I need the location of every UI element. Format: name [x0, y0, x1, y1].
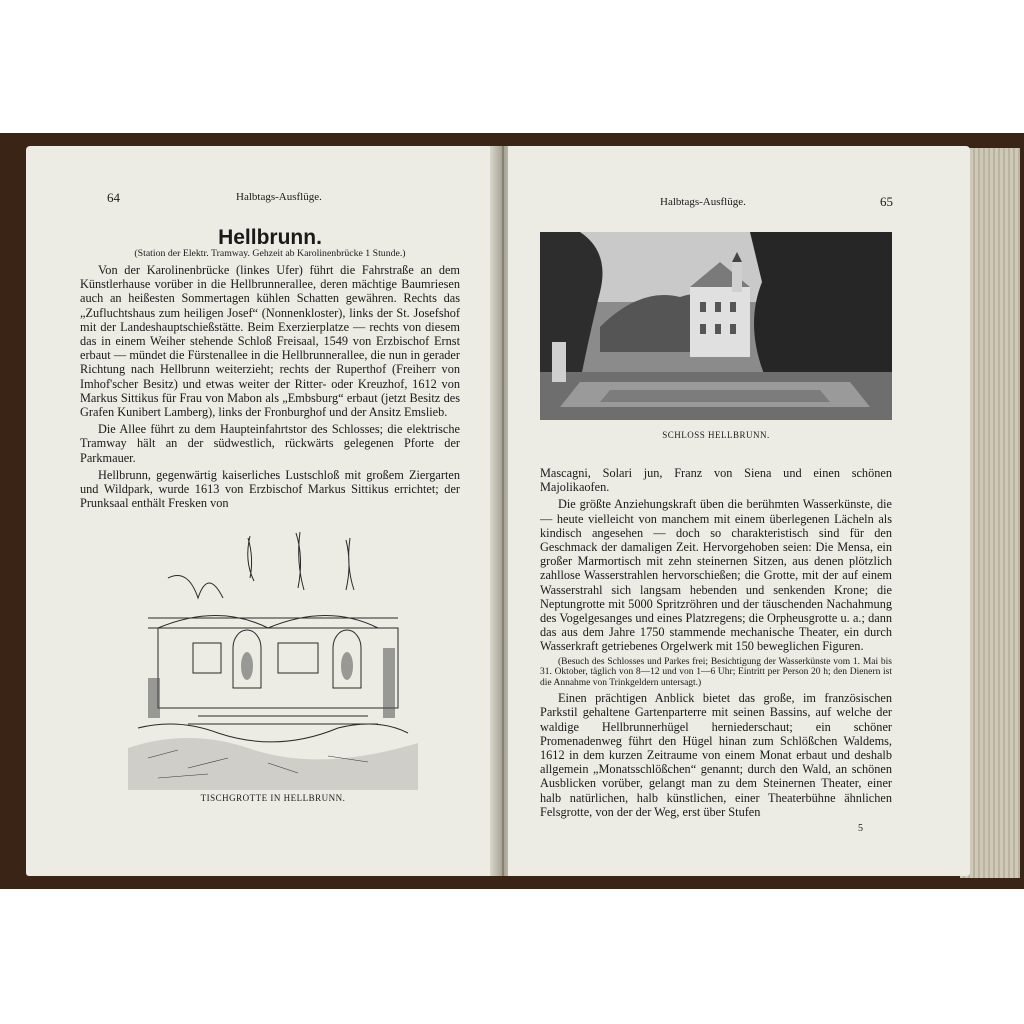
right-running-header: Halbtags-Ausflüge. — [660, 196, 746, 208]
page-title: Hellbrunn. — [218, 226, 322, 249]
visiting-note: (Besuch des Schlosses und Parkes frei; Besichtigung der Wasserkünste vom 1. Mai bis 31. Oktober, täglich von 8—12 und von 1—6 Uhr; Eintritt per Person 20 h; den Dienern ist die Annahme von Trinkgeldern untersagt.) — [540, 656, 892, 688]
paragraph: Die größte Anziehungskraft üben die berühmten Wasserkünste, die — heute vielleicht von manchem mit einem überlegenen Lächeln als kindisch angesehen — doch so charakteristisch sind für den Geschmack der damaligen Zeit. Hervorgehoben seien: Die Mensa, ein großer Marmortisch mit zehn steinernen Sitzen, aus denen plötzlich zahllose Wasserstrahlen hervorschießen; die Grotte, mit der auf einem Wasserstrahl sich langsam hebenden und senkenden Krone; die Neptungrotte mit 5000 Spritzröhren und der täuschenden Nachahmung des Vogelgesanges und eines Platzregens; die Orpheusgrotte u. a.; dann das aus dem Jahre 1750 stammende mechanische Theater, ein durch Wasserkraft getriebenes Orgelwerk mit 150 beweglichen Figuren. — [540, 497, 892, 654]
paragraph: Einen prächtigen Anblick bietet das große, im französischen Parkstil gehaltene Gartenparterre mit seinen Bassins, auf welche der waldige Hellbrunnerhügel herniederschaut; ein schöner Promenadenweg führt den Hügel hinan zum Schlößchen Waldems, 1612 in dem kurzen Zeitraume von einem Monat erbaut und deshalb allgemein „Monatsschlößchen“ genannt; durch den Wald, an schönen Ausblicken vorüber, gelangt man zu dem Steinernen Theater, einer halb natürlichen, halb künstlichen, einer Theaterbühne ähnlichen Felsgrotte, von der der Weg, erst über Stufen — [540, 691, 892, 819]
signature-mark: 5 — [858, 823, 863, 834]
illustration-caption: TISCHGROTTE IN HELLBRUNN. — [200, 793, 346, 803]
photo-caption: SCHLOSS HELLBRUNN. — [662, 430, 770, 440]
page-subtitle: (Station der Elektr. Tramway. Gehzeit ab Karolinenbrücke 1 Stunde.) — [134, 248, 406, 259]
left-body-text — [80, 263, 460, 513]
paragraph: Von der Karolinenbrücke (linkes Ufer) führt die Fahrstraße an dem Künstlerhause vorüber in die Hellbrunnerallee, deren mächtige Baumriesen auch an heißesten Sommertagen kühlen Schatten gewähren. Rechts das „Zufluchtshaus zum heiligen Josef“ (Nonnenkloster), links der St. Josefshof mit der Landeshauptschießstätte. Beim Exerzierplatze — rechts von diesem das in einem Weiher stehende Schloß Freisaal, 1549 von Erzbischof Ernst erbaut — mündet die Fürstenallee in die Hellbrunnerallee, die nun in gerader Richtung nach Hellbrunn weiterzieht; rechts der Ruperthof (Freiherr von Imhof'scher Besitz) und etwas weiter der Ritter- oder Kreuzhof, 1612 von Markus Sittikus für Frau von Mabon als „Embsburg“ erbaut (jetzt Besitz des Grafen Kunibert Lamberg), links der Fronburghof und der Ansitz Emslieb. — [80, 263, 460, 420]
right-body-text — [540, 466, 892, 822]
paragraph: Die Allee führt zu dem Haupteinfahrtstor des Schlosses; die elektrische Tramway hält an der südwestlich, rückwärts gelegenen Pforte der Parkmauer. — [80, 422, 460, 465]
paragraph: Hellbrunn, gegenwärtig kaiserliches Lustschloß mit großem Ziergarten und Wildpark, wurde 1613 von Erzbischof Markus Sittikus errichtet; der Prunksaal enthält Fresken von — [80, 467, 460, 511]
left-running-header: Halbtags-Ausflüge. — [236, 191, 322, 203]
paragraph: Mascagni, Solari jun, Franz von Siena und einen schönen Majolikaofen. — [540, 466, 892, 495]
left-page-number: 64 — [107, 190, 120, 205]
right-page-number: 65 — [880, 194, 893, 209]
tischgrotte-illustration — [128, 528, 418, 790]
schloss-hellbrunn-photo — [540, 232, 892, 420]
